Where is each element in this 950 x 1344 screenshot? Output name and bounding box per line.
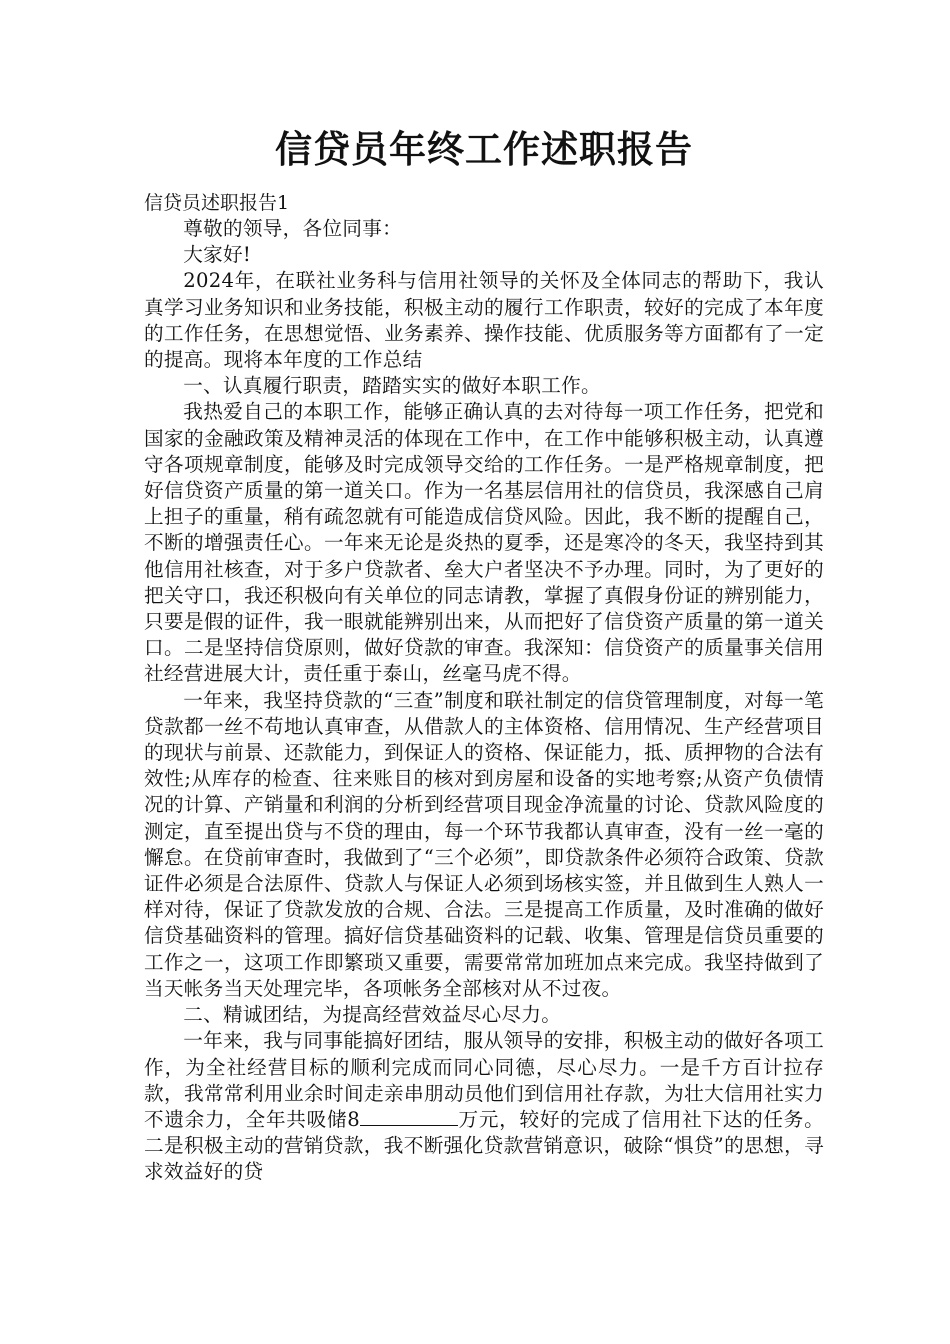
paragraph-teamwork-part2: 万元，较好的完成了信用社下达的任务。二是积极主动的营销贷款，我不断强化贷款营销意识，破除“惧贷”的思想，寻求效益好的贷 [144,1107,824,1184]
paragraph-teamwork [144,1028,824,1185]
section-heading-2: 二、精诚团结，为提高经营效益尽心尽力。 [183,1003,562,1027]
greeting: 尊敬的领导，各位同事： [183,217,403,240]
salutation: 大家好! [183,243,252,267]
document-subtitle: 信贷员述职报告1 [144,192,290,214]
paragraph-teamwork-part1: 一年来，我与同事能搞好团结，服从领导的安排，积极主动的做好各项工作，为全社经营目标的顺利完成而同心同德，尽心尽力。一是千方百计拉存款，我常常利用业余时间走亲串朋动员他们到信用社存款，为壮大信用社实力不遗余力，全年共吸储8 [144,1029,824,1131]
document-title: 信贷员年终工作述职报告 [275,128,693,171]
fill-in-blank [360,1107,458,1126]
paragraph-intro: 2024年，在联社业务科与信用社领导的关怀及全体同志的帮助下，我认真学习业务知识和业务技能，积极主动的履行工作职责，较好的完成了本年度的工作任务，在思想觉悟、业务素养、操作技能、优质服务等方面都有了一定的提高。现将本年度的工作总结 [144,269,824,372]
paragraph-review: 一年来，我坚持贷款的“三查”制度和联社制定的信贷管理制度，对每一笔贷款都一丝不苟地认真审查，从借款人的主体资格、信用情况、生产经营项目的现状与前景、还款能力，到保证人的资格、保证能力，抵、质押物的合法有效性;从库存的检查、往来账目的核对到房屋和设备的实地考察;从资产负债情况的计算、产销量和利润的分析到经营项目现金净流量的讨论、贷款风险度的测定，直至提出贷与不贷的理由，每一个环节我都认真审查，没有一丝一毫的懈怠。在贷前审查时，我做到了“三个必须”，即贷款条件必须符合政策、贷款证件必须是合法原件、贷款人与保证人必须到场核实签，并且做到生人熟人一样对待，保证了贷款发放的合规、合法。三是提高工作质量，及时准确的做好信贷基础资料的管理。搞好信贷基础资料的记载、收集、管理是信贷员重要的工作之一，这项工作即繁琐又重要，需要常常加班加点来完成。我坚持做到了当天帐务当天处理完毕，各项帐务全部核对从不过夜。 [144,688,824,1000]
document-page [144,122,824,1186]
paragraph-duties: 我热爱自己的本职工作，能够正确认真的去对待每一项工作任务，把党和国家的金融政策及精神灵活的体现在工作中，在工作中能够积极主动，认真遵守各项规章制度，能够及时完成领导交给的工作任务。一是严格规章制度，把好信贷资产质量的第一道关口。作为一名基层信用社的信贷员，我深感自己肩上担子的重量，稍有疏忽就有可能造成信贷风险。因此，我不断的提醒自己，不断的增强责任心。一年来无论是炎热的夏季，还是寒冷的冬天，我坚持到其他信用社核查，对于多户贷款者、垒大户者坚决不予办理。同时，为了更好的把关守口，我还积极向有关单位的同志请教，掌握了真假身份证的辨别能力，只要是假的证件，我一眼就能辨别出来，从而把好了信贷资产质量的第一道关口。二是坚持信贷原则，做好贷款的审查。我深知：信贷资产的质量事关信用社经营进展大计，责任重于泰山，丝毫马虎不得。 [144,400,824,686]
section-heading-1: 一、认真履行职责，踏踏实实的做好本职工作。 [183,374,601,398]
